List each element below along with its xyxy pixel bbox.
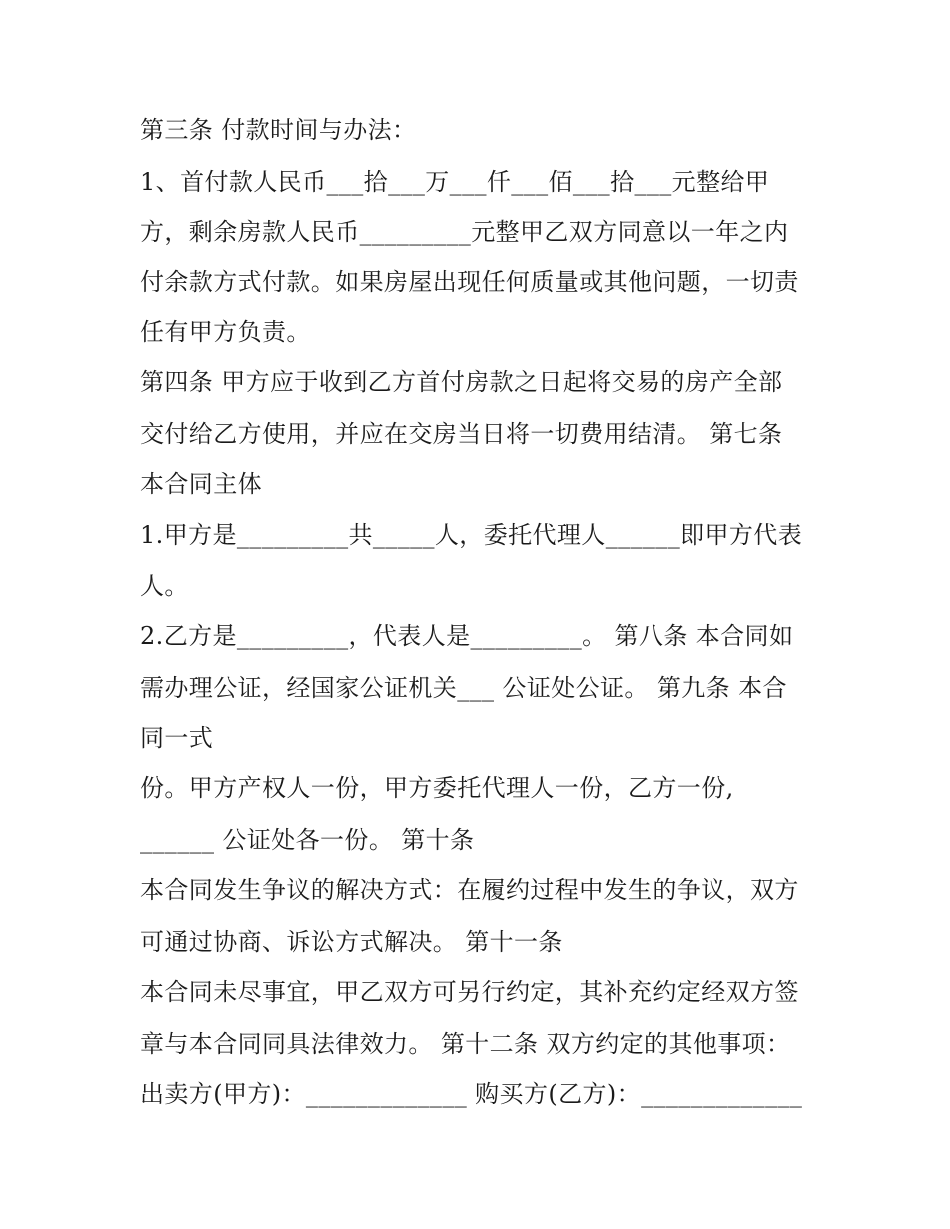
article-3-line-4: 任有甲方负责。 — [140, 318, 311, 346]
dispute-line-1: 本合同发生争议的解决方式：在履约过程中发生的争议，双方 — [140, 876, 799, 904]
dispute-line-2: 可通过协商、诉讼方式解决。 第十一条 — [140, 928, 563, 956]
copies-line-3: ______ 公证处各一份。 第十条 — [140, 826, 475, 854]
party-a-line-1: 1.甲方是_________共_____人，委托代理人______即甲方代表 — [140, 521, 803, 549]
article-3-line-3: 付余款方式付款。如果房屋出现任何质量或其他问题，一切责 — [140, 268, 799, 296]
article-3-line-1: 1、首付款人民币___拾___万___仟___佰___拾___元整给甲 — [140, 168, 770, 196]
party-b-line: 2.乙方是_________，代表人是_________。 第八条 本合同如 — [140, 622, 794, 650]
article-4-line-2: 交付给乙方使用，并应在交房当日将一切费用结清。 第七条 — [140, 420, 783, 448]
party-a-line-2: 人。 — [140, 572, 189, 600]
signature-line: 出卖方(甲方)：_____________ 购买方(乙方)：_____________ — [140, 1080, 803, 1108]
notarization-line: 需办理公证，经国家公证机关___ 公证处公证。 第九条 本合 — [140, 674, 787, 702]
copies-line-2: 份。甲方产权人一份，甲方委托代理人一份，乙方一份, — [140, 774, 734, 802]
copies-line-1: 同一式 — [140, 724, 214, 752]
supplement-line-1: 本合同未尽事宜，甲乙双方可另行约定，其补充约定经双方签 — [140, 978, 799, 1006]
article-4-line-1: 第四条 甲方应于收到乙方首付房款之日起将交易的房产全部 — [140, 368, 783, 396]
supplement-line-2: 章与本合同同具法律效力。 第十二条 双方约定的其他事项： — [140, 1030, 791, 1058]
article-3-heading: 第三条 付款时间与办法： — [140, 116, 417, 144]
article-7-heading: 本合同主体 — [140, 470, 262, 498]
article-3-line-2: 方，剩余房款人民币_________元整甲乙双方同意以一年之内 — [140, 218, 789, 246]
